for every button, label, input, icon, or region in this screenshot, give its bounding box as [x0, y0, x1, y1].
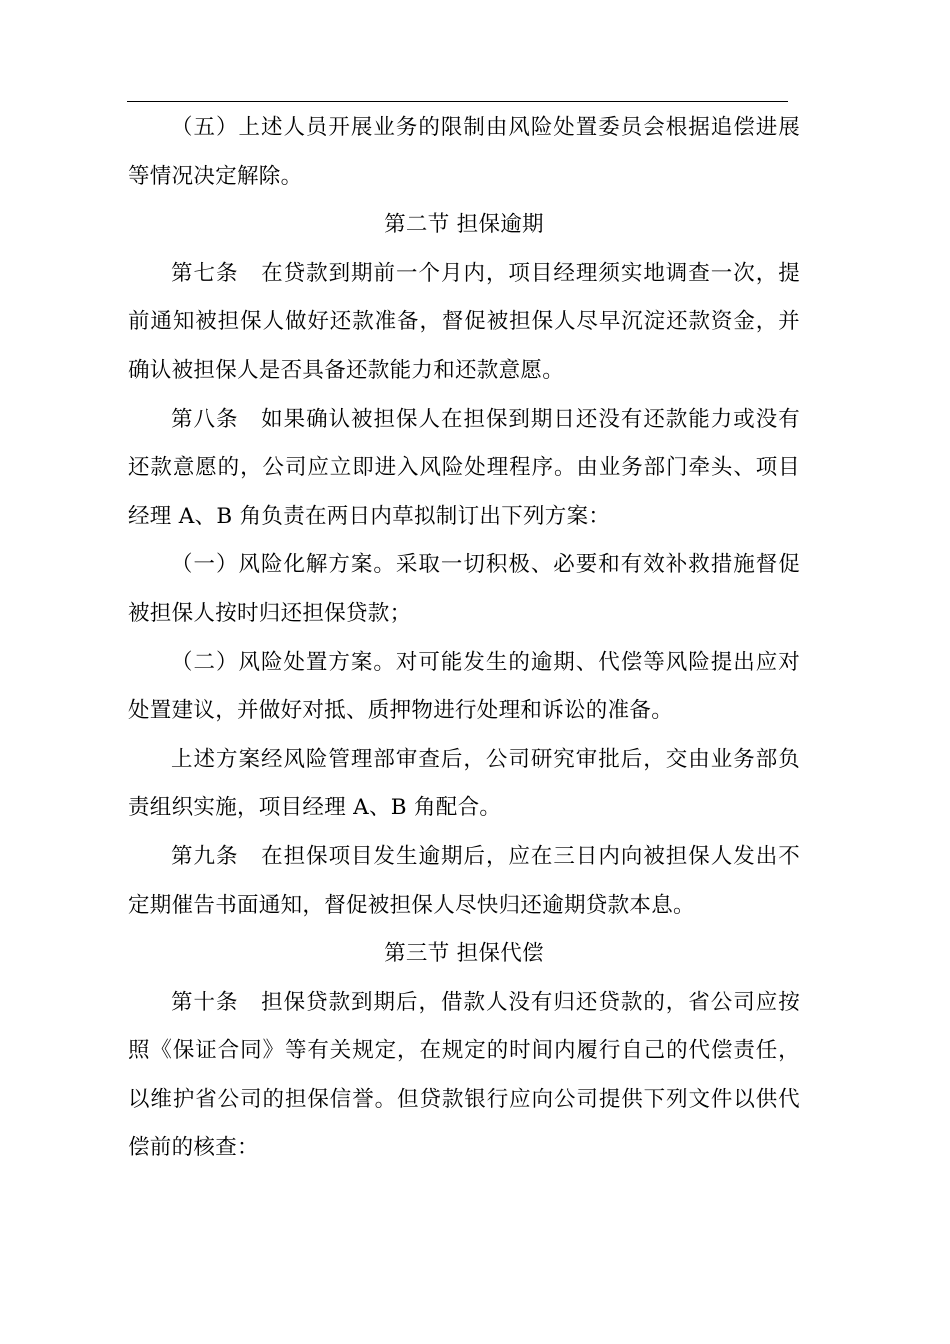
paragraph-text: （五）上述人员开展业务的限制由风险处置委员会根据追偿进展等情况决定解除。 [128, 115, 800, 189]
section-heading-text: 第二节 担保逾期 [384, 212, 544, 238]
item-2-risk-disposal [128, 639, 800, 736]
article-9 [128, 833, 800, 930]
paragraph-text: 上述方案经风险管理部审查后，公司研究审批后，交由业务部负责组织实施，项目经理 A、B 角配合。 [128, 746, 800, 821]
document-body [128, 104, 800, 1173]
article-label: 第九条 [171, 843, 239, 869]
paragraph-text: （二）风险处置方案。对可能发生的逾期、代偿等风险提出应对处置建议，并做好对抵、质押物进行处理和诉讼的准备。 [128, 649, 800, 724]
article-label: 第七条 [171, 260, 239, 286]
item-1-risk-mitigation [128, 541, 800, 638]
article-8 [128, 396, 800, 542]
paragraph-5-release [128, 104, 800, 201]
section-heading-3 [128, 930, 800, 979]
paragraph-approval [128, 736, 800, 833]
paragraph-text: （一）风险化解方案。采取一切积极、必要和有效补救措施督促被担保人按时归还担保贷款； [128, 552, 800, 626]
article-text: 如果确认被担保人在担保到期日还没有还款能力或没有还款意愿的，公司应立即进入风险处理程序。由业务部门牵头、项目经理 A、B 角负责在两日内草拟制订出下列方案： [128, 406, 801, 529]
article-text: 担保贷款到期后，借款人没有归还贷款的，省公司应按照《保证合同》等有关规定，在规定的时间内履行自己的代偿责任，以维护省公司的担保信誉。但贷款银行应向公司提供下列文件以供代偿前的核查： [128, 989, 801, 1161]
section-heading-2 [128, 201, 800, 250]
article-label: 第十条 [171, 989, 239, 1015]
article-label: 第八条 [171, 406, 239, 432]
header-rule [127, 101, 788, 102]
article-10 [128, 979, 800, 1173]
section-heading-text: 第三节 担保代偿 [384, 941, 544, 967]
article-7 [128, 250, 800, 396]
article-text: 在担保项目发生逾期后，应在三日内向被担保人发出不定期催告书面通知，督促被担保人尽快归还逾期贷款本息。 [128, 843, 801, 918]
article-text: 在贷款到期前一个月内，项目经理须实地调查一次，提前通知被担保人做好还款准备，督促被担保人尽早沉淀还款资金，并确认被担保人是否具备还款能力和还款意愿。 [128, 260, 801, 383]
